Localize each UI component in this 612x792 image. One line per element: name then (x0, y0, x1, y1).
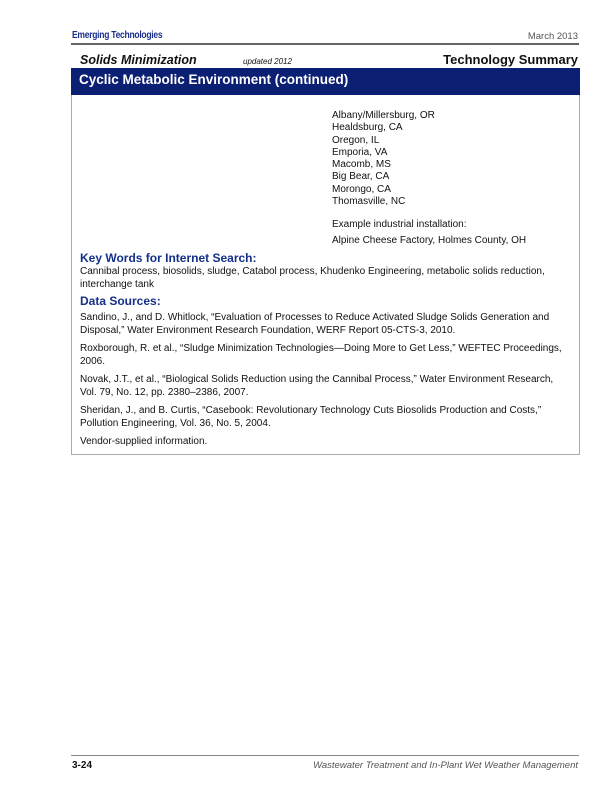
example-label: Example industrial installation: (332, 219, 467, 230)
footer-title: Wastewater Treatment and In-Plant Wet Weather Management (313, 760, 578, 771)
reference-item: Sandino, J., and D. Whitlock, “Evaluation of Processes to Reduce Activated Sludge Solids Generation and Disposal,” Water Environment Research Foundation, WERF Report 05-CTS-3, 2010. (80, 312, 550, 336)
reference-item: Vendor-supplied information. (80, 436, 208, 447)
location-item: Emporia, VA (332, 146, 388, 158)
keywords-text: Cannibal process, biosolids, sludge, Catabol process, Khudenko Engineering, metabolic solids reduction, interchange tank (80, 266, 545, 290)
updated-note: updated 2012 (243, 57, 292, 66)
reference-item: Roxborough, R. et al., “Sludge Minimization Technologies—Doing More to Get Less,” WEFTEC Proceedings, 2006. (80, 343, 562, 367)
example-value: Alpine Cheese Factory, Holmes County, OH (332, 235, 527, 246)
location-item: Oregon, IL (332, 134, 380, 146)
data-sources-heading: Data Sources: (80, 294, 161, 308)
technology-summary-label: Technology Summary (443, 52, 578, 67)
location-item: Morongo, CA (332, 183, 391, 195)
reference-item: Sheridan, J., and B. Curtis, “Casebook: Revolutionary Technology Cuts Biosolids Production and Costs,” Pollution Engineering, Vol. 36, No. 5, 2004. (80, 405, 542, 429)
location-item: Albany/Millersburg, OR (332, 110, 435, 121)
example-installation (332, 217, 526, 249)
running-header-title: Emerging Technologies (72, 30, 163, 41)
footer-divider (71, 755, 579, 756)
reference-item: Novak, J.T., et al., “Biological Solids Reduction using the Cannibal Process,” Water Environment Research, Vol. 79, No. 12, pp. 2380–2386, 2007. (80, 374, 554, 398)
location-item: Thomasville, NC (332, 196, 406, 208)
location-item: Healdsburg, CA (332, 122, 403, 134)
page-number: 3-24 (72, 760, 93, 771)
location-item: Big Bear, CA (332, 171, 390, 183)
section-title: Solids Minimization (80, 53, 197, 67)
keywords-heading: Key Words for Internet Search: (80, 251, 257, 265)
location-item: Macomb, MS (332, 159, 391, 171)
header-divider (71, 43, 579, 45)
installation-list (332, 110, 435, 208)
running-header-date: March 2013 (527, 31, 578, 42)
reference-list (80, 312, 570, 455)
technology-title: Cyclic Metabolic Environment (continued) (79, 72, 349, 87)
